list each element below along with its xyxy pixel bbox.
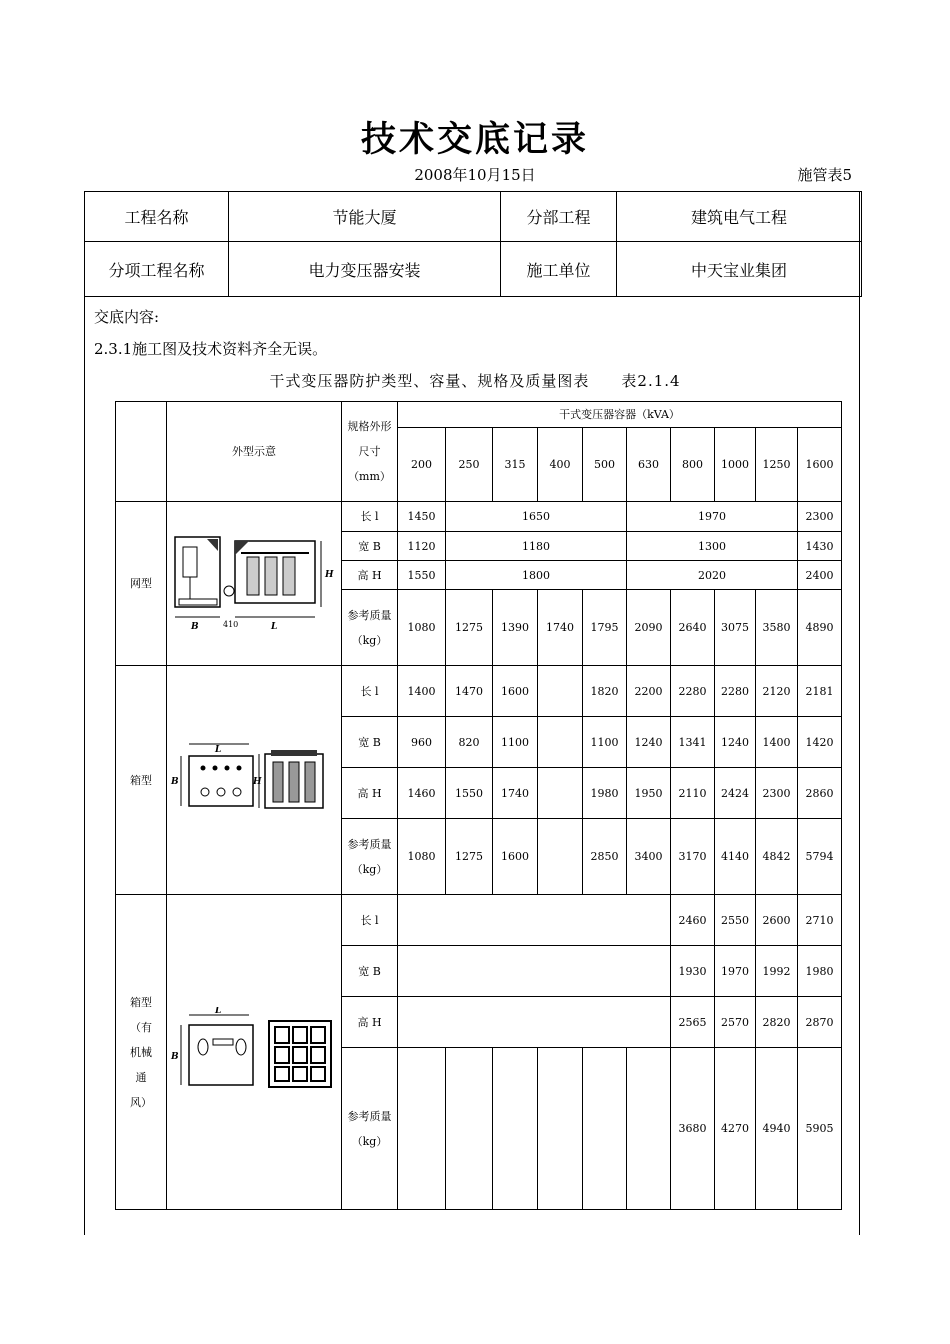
svg-text:B: B xyxy=(191,621,199,632)
capacity-cell: 250 xyxy=(446,428,493,502)
data-cell: 1100 xyxy=(583,717,627,768)
data-cell xyxy=(446,1048,493,1210)
data-cell: 1275 xyxy=(446,590,493,666)
empty-cell xyxy=(398,946,671,997)
spec-header: 规格外形尺寸（mm） xyxy=(342,402,398,502)
transformer-spec-table xyxy=(115,401,842,1210)
data-cell: 1740 xyxy=(493,768,538,819)
data-cell: 1120 xyxy=(398,532,446,561)
data-cell: 2200 xyxy=(627,666,671,717)
data-cell xyxy=(398,1048,446,1210)
data-cell: 1930 xyxy=(671,946,715,997)
data-cell: 2090 xyxy=(627,590,671,666)
data-cell: 1460 xyxy=(398,768,446,819)
data-cell: 1970 xyxy=(627,502,798,532)
data-cell: 1980 xyxy=(583,768,627,819)
division-label: 分部工程 xyxy=(501,192,617,242)
data-cell: 1275 xyxy=(446,819,493,895)
data-cell: 1080 xyxy=(398,590,446,666)
data-cell: 1341 xyxy=(671,717,715,768)
form-number: 施管表5 xyxy=(797,166,852,184)
svg-text:B: B xyxy=(171,1052,179,1062)
division-value: 建筑电气工程 xyxy=(617,192,862,242)
data-cell: 960 xyxy=(398,717,446,768)
data-cell: 3075 xyxy=(715,590,756,666)
data-cell: 5794 xyxy=(798,819,842,895)
data-cell: 4140 xyxy=(715,819,756,895)
data-cell: 1240 xyxy=(627,717,671,768)
data-cell: 1390 xyxy=(493,590,538,666)
data-cell: 1650 xyxy=(446,502,627,532)
row-label: 长 l xyxy=(342,502,398,532)
box-ventilated-outline-drawing xyxy=(167,895,342,1210)
capacity-cell: 500 xyxy=(583,428,627,502)
subitem-value: 电力变压器安装 xyxy=(229,242,501,297)
data-cell: 1080 xyxy=(398,819,446,895)
data-cell: 1550 xyxy=(446,768,493,819)
data-cell xyxy=(627,1048,671,1210)
data-cell: 2424 xyxy=(715,768,756,819)
data-cell: 4890 xyxy=(798,590,842,666)
capacity-cell: 1250 xyxy=(756,428,798,502)
data-cell: 1992 xyxy=(756,946,798,997)
data-cell: 1430 xyxy=(798,532,842,561)
data-cell: 2110 xyxy=(671,768,715,819)
data-cell: 2400 xyxy=(798,561,842,590)
type-header-cell xyxy=(116,402,167,502)
capacity-cell: 1600 xyxy=(798,428,842,502)
data-cell: 1400 xyxy=(398,666,446,717)
data-cell xyxy=(538,819,583,895)
data-cell: 1450 xyxy=(398,502,446,532)
contractor-label: 施工单位 xyxy=(501,242,617,297)
row-label: 高 H xyxy=(342,768,398,819)
outline-header: 外型示意 xyxy=(167,402,342,502)
svg-text:L: L xyxy=(215,745,222,755)
data-cell: 2640 xyxy=(671,590,715,666)
project-name-label: 工程名称 xyxy=(85,192,229,242)
data-cell: 1420 xyxy=(798,717,842,768)
data-cell: 1470 xyxy=(446,666,493,717)
data-cell: 2280 xyxy=(715,666,756,717)
data-cell: 3580 xyxy=(756,590,798,666)
data-cell xyxy=(538,1048,583,1210)
capacity-cell: 1000 xyxy=(715,428,756,502)
empty-cell xyxy=(398,895,671,946)
data-cell: 2850 xyxy=(583,819,627,895)
row-label: 长 l xyxy=(342,666,398,717)
data-cell: 1740 xyxy=(538,590,583,666)
data-cell: 1300 xyxy=(627,532,798,561)
data-cell: 1100 xyxy=(493,717,538,768)
project-name-value: 节能大厦 xyxy=(229,192,501,242)
data-cell: 2860 xyxy=(798,768,842,819)
table-caption: 干式变压器防护类型、容量、规格及质量图表 表2.1.4 xyxy=(269,372,681,390)
document-title: 技术交底记录 xyxy=(360,120,589,160)
svg-text:B: B xyxy=(171,777,179,787)
row-label: 高 H xyxy=(342,997,398,1048)
subitem-label: 分项工程名称 xyxy=(85,242,229,297)
row-label: 参考质量（kg） xyxy=(342,590,398,666)
data-cell: 1180 xyxy=(446,532,627,561)
data-cell: 2280 xyxy=(671,666,715,717)
empty-cell xyxy=(398,997,671,1048)
data-cell: 2460 xyxy=(671,895,715,946)
capacity-cell: 315 xyxy=(493,428,538,502)
data-cell: 1600 xyxy=(493,819,538,895)
data-cell: 1600 xyxy=(493,666,538,717)
contractor-value: 中天宝业集团 xyxy=(617,242,862,297)
svg-text:H: H xyxy=(253,777,262,787)
mesh-outline-drawing xyxy=(167,502,342,666)
box-outline-drawing xyxy=(167,666,342,895)
svg-text:410: 410 xyxy=(223,619,239,629)
capacity-cell: 800 xyxy=(671,428,715,502)
data-cell: 1800 xyxy=(446,561,627,590)
data-cell: 1240 xyxy=(715,717,756,768)
data-cell xyxy=(583,1048,627,1210)
box-transformer-drawing xyxy=(169,740,339,820)
svg-text:L: L xyxy=(215,1007,222,1016)
data-cell: 2550 xyxy=(715,895,756,946)
data-cell: 2120 xyxy=(756,666,798,717)
data-cell: 4270 xyxy=(715,1048,756,1210)
svg-text:L: L xyxy=(271,621,278,632)
type-box-label: 箱型 xyxy=(116,666,167,895)
data-cell: 2600 xyxy=(756,895,798,946)
data-cell: 2820 xyxy=(756,997,798,1048)
type-mesh-label: 网型 xyxy=(116,502,167,666)
content-label: 交底内容: xyxy=(94,308,160,326)
row-label: 宽 B xyxy=(342,717,398,768)
data-cell: 2181 xyxy=(798,666,842,717)
data-cell: 820 xyxy=(446,717,493,768)
data-cell: 2300 xyxy=(756,768,798,819)
project-info-table xyxy=(84,191,862,297)
row-label: 宽 B xyxy=(342,946,398,997)
data-cell xyxy=(538,666,583,717)
row-label: 参考质量（kg） xyxy=(342,819,398,895)
data-cell: 1795 xyxy=(583,590,627,666)
data-cell: 2870 xyxy=(798,997,842,1048)
row-label: 参考质量（kg） xyxy=(342,1048,398,1210)
data-cell: 2570 xyxy=(715,997,756,1048)
row-label: 长 l xyxy=(342,895,398,946)
svg-text:H: H xyxy=(325,569,334,580)
capacity-cell: 630 xyxy=(627,428,671,502)
ventilated-transformer-drawing xyxy=(169,1007,339,1097)
data-cell: 2020 xyxy=(627,561,798,590)
data-cell: 1950 xyxy=(627,768,671,819)
data-cell: 3170 xyxy=(671,819,715,895)
data-cell: 4842 xyxy=(756,819,798,895)
document-date: 2008年10月15日 xyxy=(414,166,536,184)
data-cell xyxy=(538,768,583,819)
data-cell xyxy=(538,717,583,768)
data-cell: 2300 xyxy=(798,502,842,532)
data-cell: 1970 xyxy=(715,946,756,997)
data-cell: 1820 xyxy=(583,666,627,717)
content-line-1: 2.3.1施工图及技术资料齐全无误。 xyxy=(94,340,328,358)
row-label: 宽 B xyxy=(342,532,398,561)
data-cell: 2710 xyxy=(798,895,842,946)
mesh-transformer-drawing xyxy=(169,529,339,639)
capacity-cell: 400 xyxy=(538,428,583,502)
data-cell: 1980 xyxy=(798,946,842,997)
data-cell: 4940 xyxy=(756,1048,798,1210)
row-label: 高 H xyxy=(342,561,398,590)
data-cell: 1400 xyxy=(756,717,798,768)
data-cell xyxy=(493,1048,538,1210)
data-cell: 1550 xyxy=(398,561,446,590)
capacity-cell: 200 xyxy=(398,428,446,502)
data-cell: 2565 xyxy=(671,997,715,1048)
data-cell: 3680 xyxy=(671,1048,715,1210)
data-cell: 5905 xyxy=(798,1048,842,1210)
capacity-header: 干式变压器容器（kVA） xyxy=(398,402,842,428)
data-cell: 3400 xyxy=(627,819,671,895)
type-box-ventilated-label: 箱型（有机械通风） xyxy=(116,895,167,1210)
